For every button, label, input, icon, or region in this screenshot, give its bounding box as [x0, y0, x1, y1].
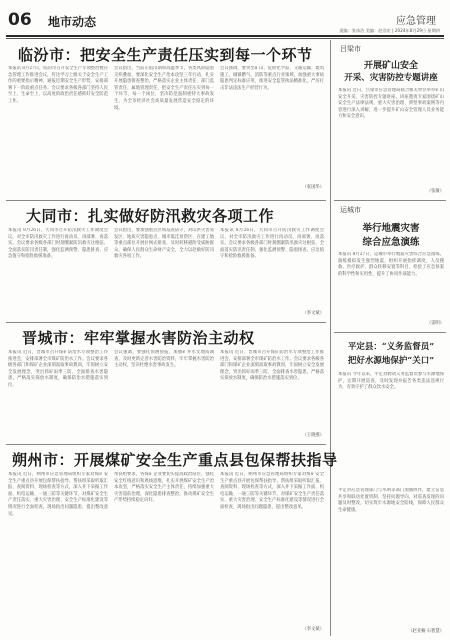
article-linfen-author: （张国华）	[302, 185, 324, 190]
separator	[334, 332, 446, 333]
sidebar-city-yuncheng: 运城市	[340, 206, 361, 214]
article-linfen-col3: 会议强调，要突出矿山、危险化学品、交通运输、建筑施工、城镇燃气、消防等重点行业领域，加强重大事故隐患判定标准应用，推进安全监管执法精准化，严厉打击非法违法生产经营行为。	[220, 66, 324, 91]
article-datong-author: （李文斌）	[302, 311, 324, 316]
sidebar-pingding-body-2: 平定县应急管理部门与水利等部门加强协作，建立信息共享和联动处置机制，坚持问题导向，对巡查发现的问题及时整改，切实筑牢水源地安全防线，保障人民群众生命健康。	[338, 488, 444, 513]
headline-shuozhou: 朔州市：开展煤矿安全生产重点县包保帮扶指导	[12, 451, 338, 469]
section-title: 地市动态	[48, 15, 97, 29]
separator	[6, 200, 326, 201]
article-shuozhou-col1: 本报讯 近日，朔州市应急管理局组织专家对煤矿安全生产重点县开展包保帮扶指导。帮扶组采取听取汇报、查阅资料、现场检查等方式，深入井下采掘工作面、机电运输、一通三防等关键环节，对煤矿安全生产责任落实、重大灾害治理、安全生产标准化建设等情况进行全面检查，现场指出问题隐患，提出整改意见。	[8, 472, 108, 517]
sidebar-city-lvliang: 吕梁市	[340, 45, 361, 53]
article-shuozhou-author: （李文斌）	[302, 627, 324, 632]
sidebar-yuncheng-author: （雷明）	[426, 321, 444, 326]
sidebar-headline-yuncheng-2: 综合应急演练	[362, 237, 420, 248]
article-linfen-col2: 会议指出，当前正值汛期和高温季节，各类风险隐患交织叠加，要深化安全生产治本攻坚三年行动，扎实开展隐患排查整治，严格落实企业主体责任、部门监管责任、属地管理责任，把安全生产责任压实到每一个环节、每一个岗位，坚决防范遏制重特大事故发生，为全市经济社会高质量发展营造安全稳定的环境。	[114, 66, 214, 111]
sidebar-lvliang-body: 本报讯 近日，吕梁市应急管理局联合相关单位举办矿山安全开采、灾害防控专题讲座。讲座邀请专家围绕矿山安全生产法律法规、重大灾害治理、典型事故案例等内容进行深入讲解，进一步提升矿山安全管理人员业务能力和安全意识。	[338, 88, 444, 120]
sidebar-headline-lvliang-1: 开展矿山安全	[363, 61, 418, 71]
sidebar-headline-lvliang-2: 开采、灾害防控专题讲座	[344, 73, 438, 83]
sidebar-pingding-author: （赵亚楠 石智慧）	[408, 629, 444, 634]
separator	[6, 444, 326, 445]
article-linfen-col1: 本报讯 8月27日，临汾市召开安全生产专项整治暨应急管理工作推进会议，传达学习上级关于安全生产工作的重要指示精神，通报近期安全生产形势，安排部署下一阶段重点任务。会议要求各级各部门坚持人民至上、生命至上，以高度的政治责任感抓好安全防范工作。	[8, 66, 108, 104]
article-datong-col1: 本报讯 8月26日，大同市召开防汛救灾工作调度会议，对全市防汛救灾工作进行再动员、再部署、再落实。会议要求各级各部门时刻绷紧防汛救灾这根弦，全面落实防汛责任制，强化监测预警、隐患排查、应急值守和抢险救援准备。	[8, 228, 108, 260]
article-shuozhou-col3: 本报讯 近日，朔州市应急管理局组织专家对煤矿安全生产重点县开展包保帮扶指导。帮扶组采取听取汇报、查阅资料、现场检查等方式，深入井下采掘工作面、机电运输、一通三防等关键环节，对煤矿安全生产责任落实、重大灾害治理、安全生产标准化建设等情况进行全面检查，现场指出问题隐患，提出整改意见。	[220, 472, 324, 510]
article-datong-col2: 会议指出，要加强重点区域巡查防守，对山洪灾害易发区、地质灾害隐患点、城市低洼易涝区、在建工地等重点部位开展拉网式排查，及时转移避险受威胁群众，确保人民群众生命财产安全，全力以赴做好防汛救灾各项工作。	[114, 228, 214, 260]
header-meta: 责编：张冰洁 美编：赵浩宏 | 2024年8月29日 星期四	[339, 28, 440, 33]
headline-linfen: 临汾市：把安全生产责任压实到每一个环节	[18, 46, 313, 64]
sidebar-yuncheng-body: 本报讯 8月27日，运城市举行地震灾害综合应急演练。演练模拟发生强烈地震，组织开展指挥调度、人员搜救、医疗救护、群众转移安置等科目，检验了应急预案的科学性和实用性，提升了协同作战能力。	[338, 252, 444, 277]
column-name: 应急管理	[396, 16, 436, 27]
header-rule	[6, 35, 444, 37]
separator	[6, 322, 326, 323]
header-rule-thin	[6, 38, 444, 39]
column-divider	[330, 40, 331, 636]
sidebar-headline-pingding-1: 平定县：“义务监督员”	[347, 342, 435, 352]
article-jincheng-col1: 本报讯 近日，晋城市召开煤矿防治水专项整治工作推进会，安排部署全市煤矿防治水工作。会议要求各级各部门和煤矿企业深刻汲取事故教训，牢固树立安全发展理念，突出抓好雨季三防，全面排查水害隐患，严格落实探放水制度，确保防治水措施落实到位。	[8, 350, 108, 388]
sidebar-headline-pingding-2: 把好水源地保护“关口”	[347, 356, 435, 366]
sidebar-pingding-body-1: 本报讯 今年以来，平定县聘请义务监督员参与水源地保护，定期开展巡查，及时发现并报告各类违法违规行为，有效守护了群众饮水安全。	[338, 372, 444, 391]
article-jincheng-col2: 会议强调，要强化预测预报，加强矿井水文地质调查，及时更新完善水害防治资料，牢牢掌握水害防治主动权，坚决杜绝水害事故发生。	[114, 350, 214, 369]
sidebar-lvliang-author: （张敏）	[426, 189, 444, 194]
page-number: 06	[8, 10, 32, 30]
headline-datong: 大同市：扎实做好防汛救灾各项工作	[26, 207, 275, 225]
separator	[334, 200, 446, 201]
sidebar-headline-yuncheng-1: 举行地震灾害	[362, 223, 420, 234]
headline-jincheng: 晋城市：牢牢掌握水害防治主动权	[22, 329, 255, 347]
article-datong-col3: 本报讯 8月26日，大同市召开防汛救灾工作调度会议，对全市防汛救灾工作进行再动员、再部署、再落实。会议要求各级各部门时刻绷紧防汛救灾这根弦，全面落实防汛责任制，强化监测预警、隐患排查、应急值守和抢险救援准备。	[220, 228, 324, 260]
article-shuozhou-col2: 帮扶组要求，各煤矿企业要切实提高政治站位，强化安全红线意识和底线思维，扎实开展煤矿安全生产治本攻坚，严格落实安全生产主体责任，持续加强重大灾害超前治理，深化隐患排查整治，推动煤矿安全生产形势持续稳定向好。	[114, 472, 214, 504]
article-jincheng-col3: 本报讯 近日，晋城市召开煤矿防治水专项整治工作推进会，安排部署全市煤矿防治水工作。会议要求各级各部门和煤矿企业深刻汲取事故教训，牢固树立安全发展理念，突出抓好雨季三防，全面排查水害隐患，严格落实探放水制度，确保防治水措施落实到位。	[220, 350, 324, 382]
article-jincheng-author: （王晓燕）	[302, 433, 324, 438]
